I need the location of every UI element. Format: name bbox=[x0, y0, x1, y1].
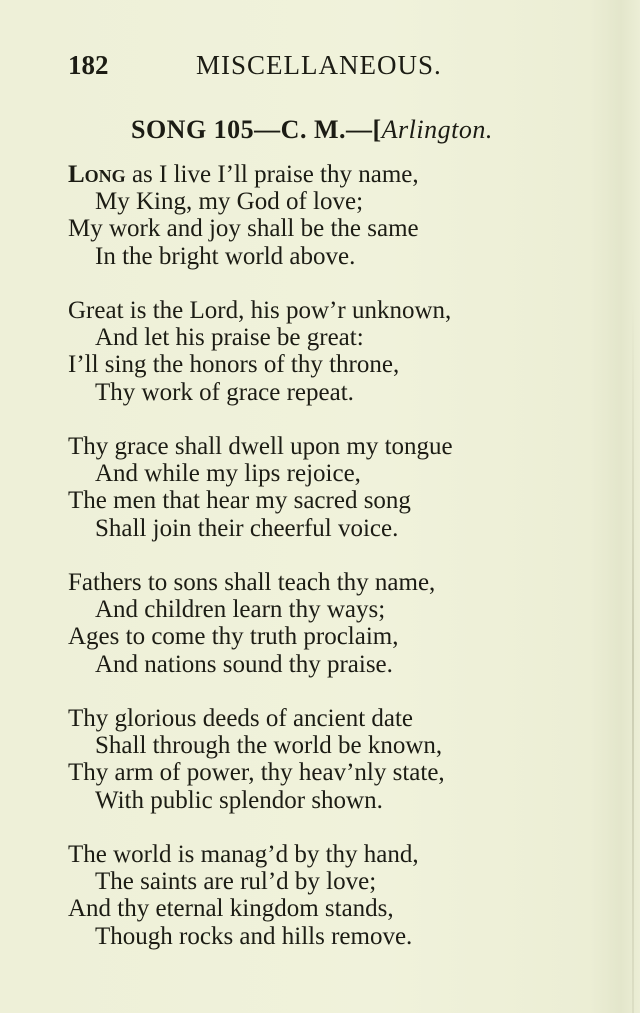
verse-line: Long as I live I’ll praise thy name, bbox=[68, 161, 419, 188]
verse-line: Shall through the world be known, bbox=[95, 732, 443, 760]
verse-line: Thy arm of power, thy heav’nly state, bbox=[68, 759, 445, 787]
stanza-4 bbox=[68, 569, 588, 678]
verse-line: And thy eternal kingdom stands, bbox=[68, 895, 394, 923]
verse-line: The saints are rul’d by love; bbox=[95, 868, 377, 896]
stanza-5 bbox=[68, 705, 588, 814]
verse-line: And nations sound thy praise. bbox=[95, 650, 393, 678]
verse-line: My King, my God of love; bbox=[95, 188, 364, 216]
verse-line: Thy glorious deeds of ancient date bbox=[68, 705, 414, 732]
page-edge-shadow bbox=[632, 300, 634, 1013]
song-number: SONG 105—C. M.—[ bbox=[131, 115, 382, 144]
verse-line: In the bright world above. bbox=[95, 242, 356, 270]
stanza-2 bbox=[68, 297, 588, 406]
verse-line: The world is manag’d by thy hand, bbox=[68, 841, 419, 868]
running-head: MISCELLANEOUS. bbox=[196, 50, 442, 80]
page-header bbox=[68, 50, 580, 90]
verse-line: Thy work of grace repeat. bbox=[95, 378, 354, 406]
verse-line: I’ll sing the honors of thy throne, bbox=[68, 351, 400, 379]
verse-line: With public splendor shown. bbox=[95, 786, 383, 814]
verse-line: Ages to come thy truth proclaim, bbox=[68, 623, 399, 651]
song-title bbox=[131, 115, 493, 145]
verse-line: Thy grace shall dwell upon my tongue bbox=[68, 433, 453, 460]
verse-line: Though rocks and hills remove. bbox=[95, 922, 413, 950]
song-text bbox=[68, 161, 588, 977]
tune-name: Arlington. bbox=[381, 115, 493, 144]
verse-line: My work and joy shall be the same bbox=[68, 215, 419, 243]
verse-line: Fathers to sons shall teach thy name, bbox=[68, 569, 436, 596]
verse-line: Great is the Lord, his pow’r unknown, bbox=[68, 297, 452, 324]
page-number: 182 bbox=[68, 50, 109, 80]
verse-line: The men that hear my sacred song bbox=[68, 487, 411, 515]
stanza-6 bbox=[68, 841, 588, 950]
verse-line: And children learn thy ways; bbox=[95, 596, 386, 624]
stanza-1 bbox=[68, 161, 588, 270]
verse-line: And let his praise be great: bbox=[95, 324, 364, 352]
first-word: Long bbox=[68, 161, 126, 188]
stanza-3 bbox=[68, 433, 588, 542]
verse-line: Shall join their cheerful voice. bbox=[95, 514, 399, 542]
verse-line: And while my lips rejoice, bbox=[95, 460, 361, 488]
